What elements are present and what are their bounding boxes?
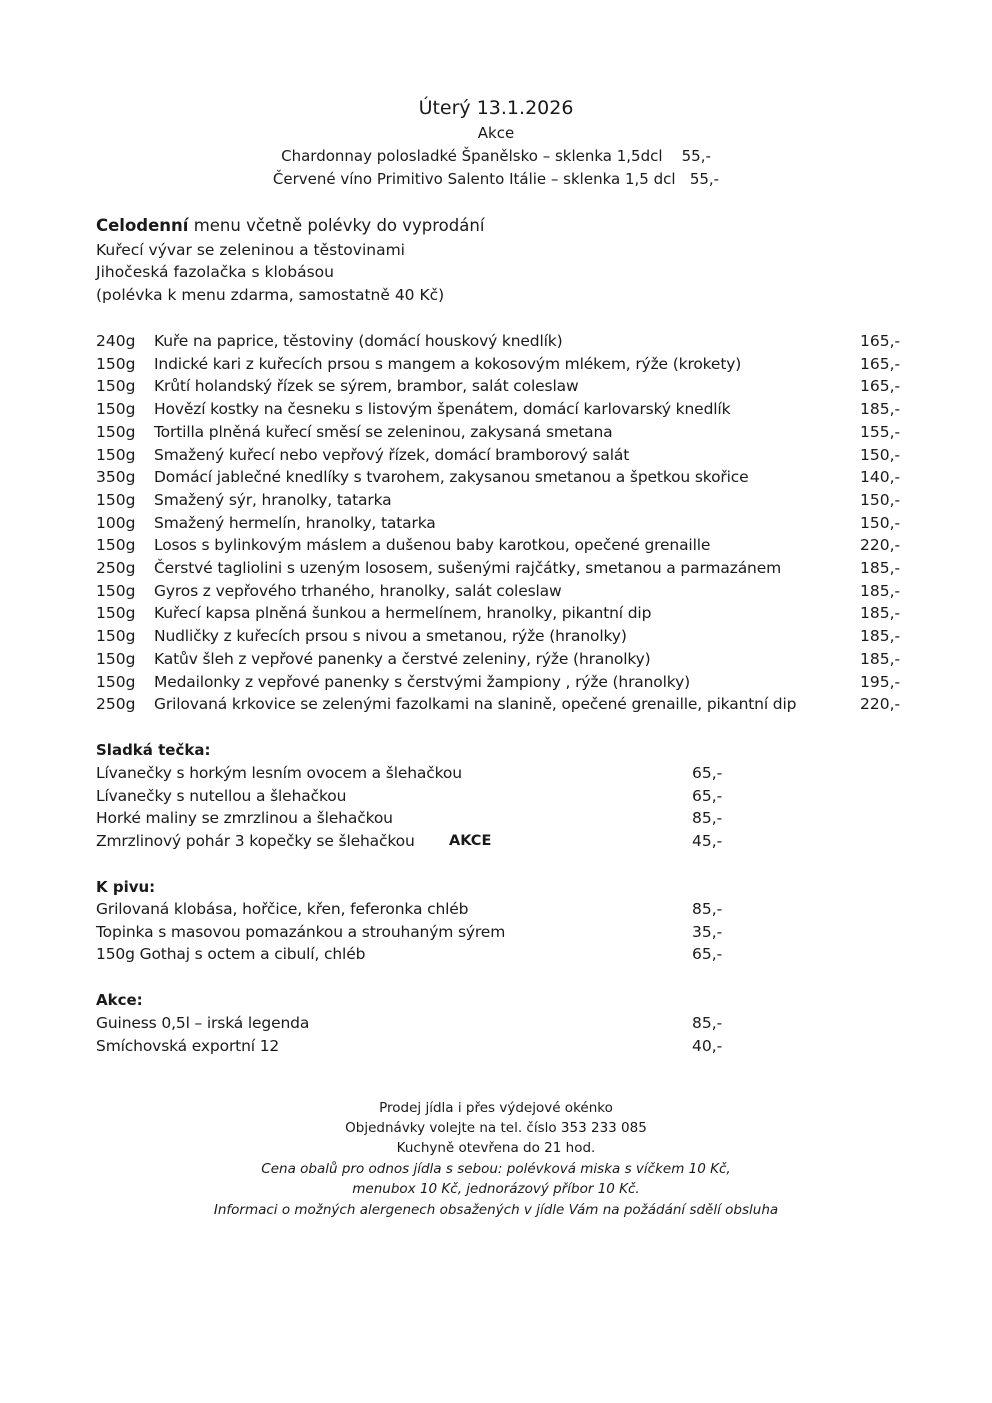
dessert-price: 65,- bbox=[692, 764, 723, 782]
special-price: 85,- bbox=[692, 1014, 723, 1032]
dish-price: 220,- bbox=[860, 536, 901, 555]
footer-italic-line: Informaci o možných alergenech obsažených v jídle Vám na požádání sdělí obsluha bbox=[213, 1202, 779, 1218]
dish-weight: 150g bbox=[96, 400, 136, 419]
dish-weight: 150g bbox=[96, 627, 136, 646]
dish-name: Smažený hermelín, hranolky, tatarka bbox=[154, 513, 436, 532]
soup-item: Jihočeská fazolačka s klobásou bbox=[96, 263, 334, 281]
dish-price: 140,- bbox=[860, 468, 901, 487]
dish-price: 165,- bbox=[860, 332, 901, 350]
dish-weight: 100g bbox=[96, 513, 136, 532]
dessert-price: 85,- bbox=[692, 809, 723, 828]
dish-name: Gyros z vepřového trhaného, hranolky, salát coleslaw bbox=[154, 581, 562, 600]
special-name: Guiness 0,5l – irská legenda bbox=[96, 1014, 310, 1032]
dish-price: 185,- bbox=[860, 649, 901, 668]
footer-line: Kuchyně otevřena do 21 hod. bbox=[396, 1140, 596, 1156]
dish-row bbox=[96, 330, 906, 353]
dessert-tag: AKCE bbox=[449, 833, 492, 850]
dish-price: 150,- bbox=[860, 490, 901, 509]
dish-price: 155,- bbox=[860, 422, 901, 441]
dish-row bbox=[96, 466, 906, 489]
beer-snacks-heading: K pivu: bbox=[96, 878, 156, 896]
soup-item: Kuřecí vývar se zeleninou a těstovinami bbox=[96, 241, 405, 259]
beer-snack-row bbox=[96, 943, 736, 966]
beer-snack-price: 85,- bbox=[692, 900, 723, 918]
dish-price: 185,- bbox=[860, 627, 901, 646]
dish-row bbox=[96, 693, 906, 716]
footer-italic-line: Cena obalů pro odnos jídla s sebou: polévková miska s víčkem 10 Kč, bbox=[261, 1161, 731, 1177]
dish-price: 150,- bbox=[860, 513, 901, 532]
dish-weight: 150g bbox=[96, 649, 136, 668]
dish-row bbox=[96, 625, 906, 648]
dish-row bbox=[96, 489, 906, 512]
promo-line: Červené víno Primitivo Salento Itálie – sklenka 1,5 dcl 55,- bbox=[272, 170, 720, 188]
dessert-price: 45,- bbox=[692, 832, 723, 851]
dish-row bbox=[96, 353, 906, 376]
specials-heading: Akce: bbox=[96, 991, 143, 1009]
special-row bbox=[96, 1035, 736, 1058]
beer-snack-price: 35,- bbox=[692, 922, 723, 941]
footer-line: Prodej jídla i přes výdejové okénko bbox=[379, 1100, 613, 1116]
dish-name: Katův šleh z vepřové panenky a čerstvé zeleniny, rýže (hranolky) bbox=[154, 649, 651, 668]
dessert-name: Lívanečky s horkým lesním ovocem a šlehačkou bbox=[96, 764, 462, 782]
dish-name: Tortilla plněná kuřecí směsí se zeleninou, zakysaná smetana bbox=[154, 422, 613, 441]
dish-price: 165,- bbox=[860, 354, 901, 373]
dish-weight: 240g bbox=[96, 332, 136, 350]
dish-row bbox=[96, 398, 906, 421]
dish-row bbox=[96, 557, 906, 580]
beer-snack-price: 65,- bbox=[692, 945, 723, 964]
dessert-row bbox=[96, 762, 736, 785]
dish-name: Nudličky z kuřecích prsou s nivou a smetanou, rýže (hranolky) bbox=[154, 627, 627, 646]
dessert-row bbox=[96, 807, 736, 830]
beer-snack-name: Grilovaná klobása, hořčice, křen, feferonka chléb bbox=[96, 900, 469, 918]
dish-weight: 150g bbox=[96, 422, 136, 441]
dish-name: Smažený sýr, hranolky, tatarka bbox=[154, 490, 392, 509]
footer-italic-line: menubox 10 Kč, jednorázový příbor 10 Kč. bbox=[352, 1181, 640, 1197]
dish-row bbox=[96, 512, 906, 535]
dish-name: Domácí jablečné knedlíky s tvarohem, zakysanou smetanou a špetkou skořice bbox=[154, 468, 749, 487]
dessert-name: Horké maliny se zmrzlinou a šlehačkou bbox=[96, 809, 393, 828]
beer-snack-name: 150g Gothaj s octem a cibulí, chléb bbox=[96, 945, 366, 964]
promo-line: Chardonnay polosladké Španělsko – sklenka 1,5dcl 55,- bbox=[281, 147, 711, 165]
dish-name: Kuře na paprice, těstoviny (domácí houskový knedlík) bbox=[154, 332, 563, 350]
beer-snack-row bbox=[96, 898, 736, 921]
dish-name: Grilovaná krkovice se zelenými fazolkami na slanině, opečené grenaille, pikantní dip bbox=[154, 695, 797, 714]
footer-line: Objednávky volejte na tel. číslo 353 233 085 bbox=[345, 1120, 647, 1136]
dish-name: Krůtí holandský řízek se sýrem, brambor, salát coleslaw bbox=[154, 377, 579, 396]
dish-weight: 250g bbox=[96, 559, 136, 577]
dessert-name: Lívanečky s nutellou a šlehačkou bbox=[96, 786, 347, 805]
dish-weight: 150g bbox=[96, 536, 136, 555]
dish-weight: 150g bbox=[96, 672, 136, 691]
dessert-name: Zmrzlinový pohár 3 kopečky se šlehačkou bbox=[96, 832, 415, 851]
dish-row bbox=[96, 534, 906, 557]
dish-name: Čerstvé tagliolini s uzeným lososem, sušenými rajčátky, smetanou a parmazánem bbox=[154, 559, 782, 577]
dish-price: 150,- bbox=[860, 445, 901, 464]
dish-weight: 150g bbox=[96, 445, 136, 464]
dish-name: Smažený kuřecí nebo vepřový řízek, domácí bramborový salát bbox=[154, 445, 630, 464]
dish-name: Losos s bylinkovým máslem a dušenou baby karotkou, opečené grenaille bbox=[154, 536, 711, 555]
dish-price: 185,- bbox=[860, 581, 901, 600]
dish-price: 220,- bbox=[860, 695, 901, 714]
dish-weight: 250g bbox=[96, 695, 136, 714]
dish-row bbox=[96, 580, 906, 603]
dish-weight: 150g bbox=[96, 354, 136, 373]
dish-row bbox=[96, 602, 906, 625]
dish-weight: 150g bbox=[96, 377, 136, 396]
dish-weight: 150g bbox=[96, 581, 136, 600]
daily-menu-heading bbox=[96, 215, 484, 238]
dish-name: Medailonky z vepřové panenky s čerstvými žampiony , rýže (hranolky) bbox=[154, 672, 690, 691]
daily-menu-heading-bold: Celodenní bbox=[96, 216, 189, 235]
dish-weight: 150g bbox=[96, 490, 136, 509]
dish-name: Kuřecí kapsa plněná šunkou a hermelínem, hranolky, pikantní dip bbox=[154, 604, 652, 623]
dish-price: 185,- bbox=[860, 559, 901, 577]
dish-price: 195,- bbox=[860, 672, 901, 691]
promo-title: Akce bbox=[477, 124, 515, 142]
desserts-heading: Sladká tečka: bbox=[96, 741, 211, 759]
dish-name: Hovězí kostky na česneku s listovým špenátem, domácí karlovarský knedlík bbox=[154, 400, 731, 419]
dessert-row bbox=[96, 785, 736, 808]
beer-snack-row bbox=[96, 921, 736, 944]
dish-weight: 150g bbox=[96, 604, 136, 623]
beer-snack-name: Topinka s masovou pomazánkou a strouhaným sýrem bbox=[96, 922, 506, 941]
soup-note: (polévka k menu zdarma, samostatně 40 Kč) bbox=[96, 286, 445, 304]
daily-menu-heading-rest: menu včetně polévky do vyprodání bbox=[188, 216, 485, 235]
special-name: Smíchovská exportní 12 bbox=[96, 1036, 280, 1055]
dish-price: 165,- bbox=[860, 377, 901, 396]
dish-price: 185,- bbox=[860, 604, 901, 623]
dessert-price: 65,- bbox=[692, 786, 723, 805]
special-row bbox=[96, 1012, 736, 1035]
dish-row bbox=[96, 648, 906, 671]
dish-name: Indické kari z kuřecích prsou s mangem a kokosovým mlékem, rýže (krokety) bbox=[154, 354, 742, 373]
menu-date: Úterý 13.1.2026 bbox=[418, 97, 574, 119]
dish-weight: 350g bbox=[96, 468, 136, 487]
dish-row bbox=[96, 421, 906, 444]
dessert-row bbox=[96, 830, 736, 853]
dish-row bbox=[96, 444, 906, 467]
special-price: 40,- bbox=[692, 1036, 723, 1055]
dish-row bbox=[96, 671, 906, 694]
dish-row bbox=[96, 375, 906, 398]
dish-price: 185,- bbox=[860, 400, 901, 419]
